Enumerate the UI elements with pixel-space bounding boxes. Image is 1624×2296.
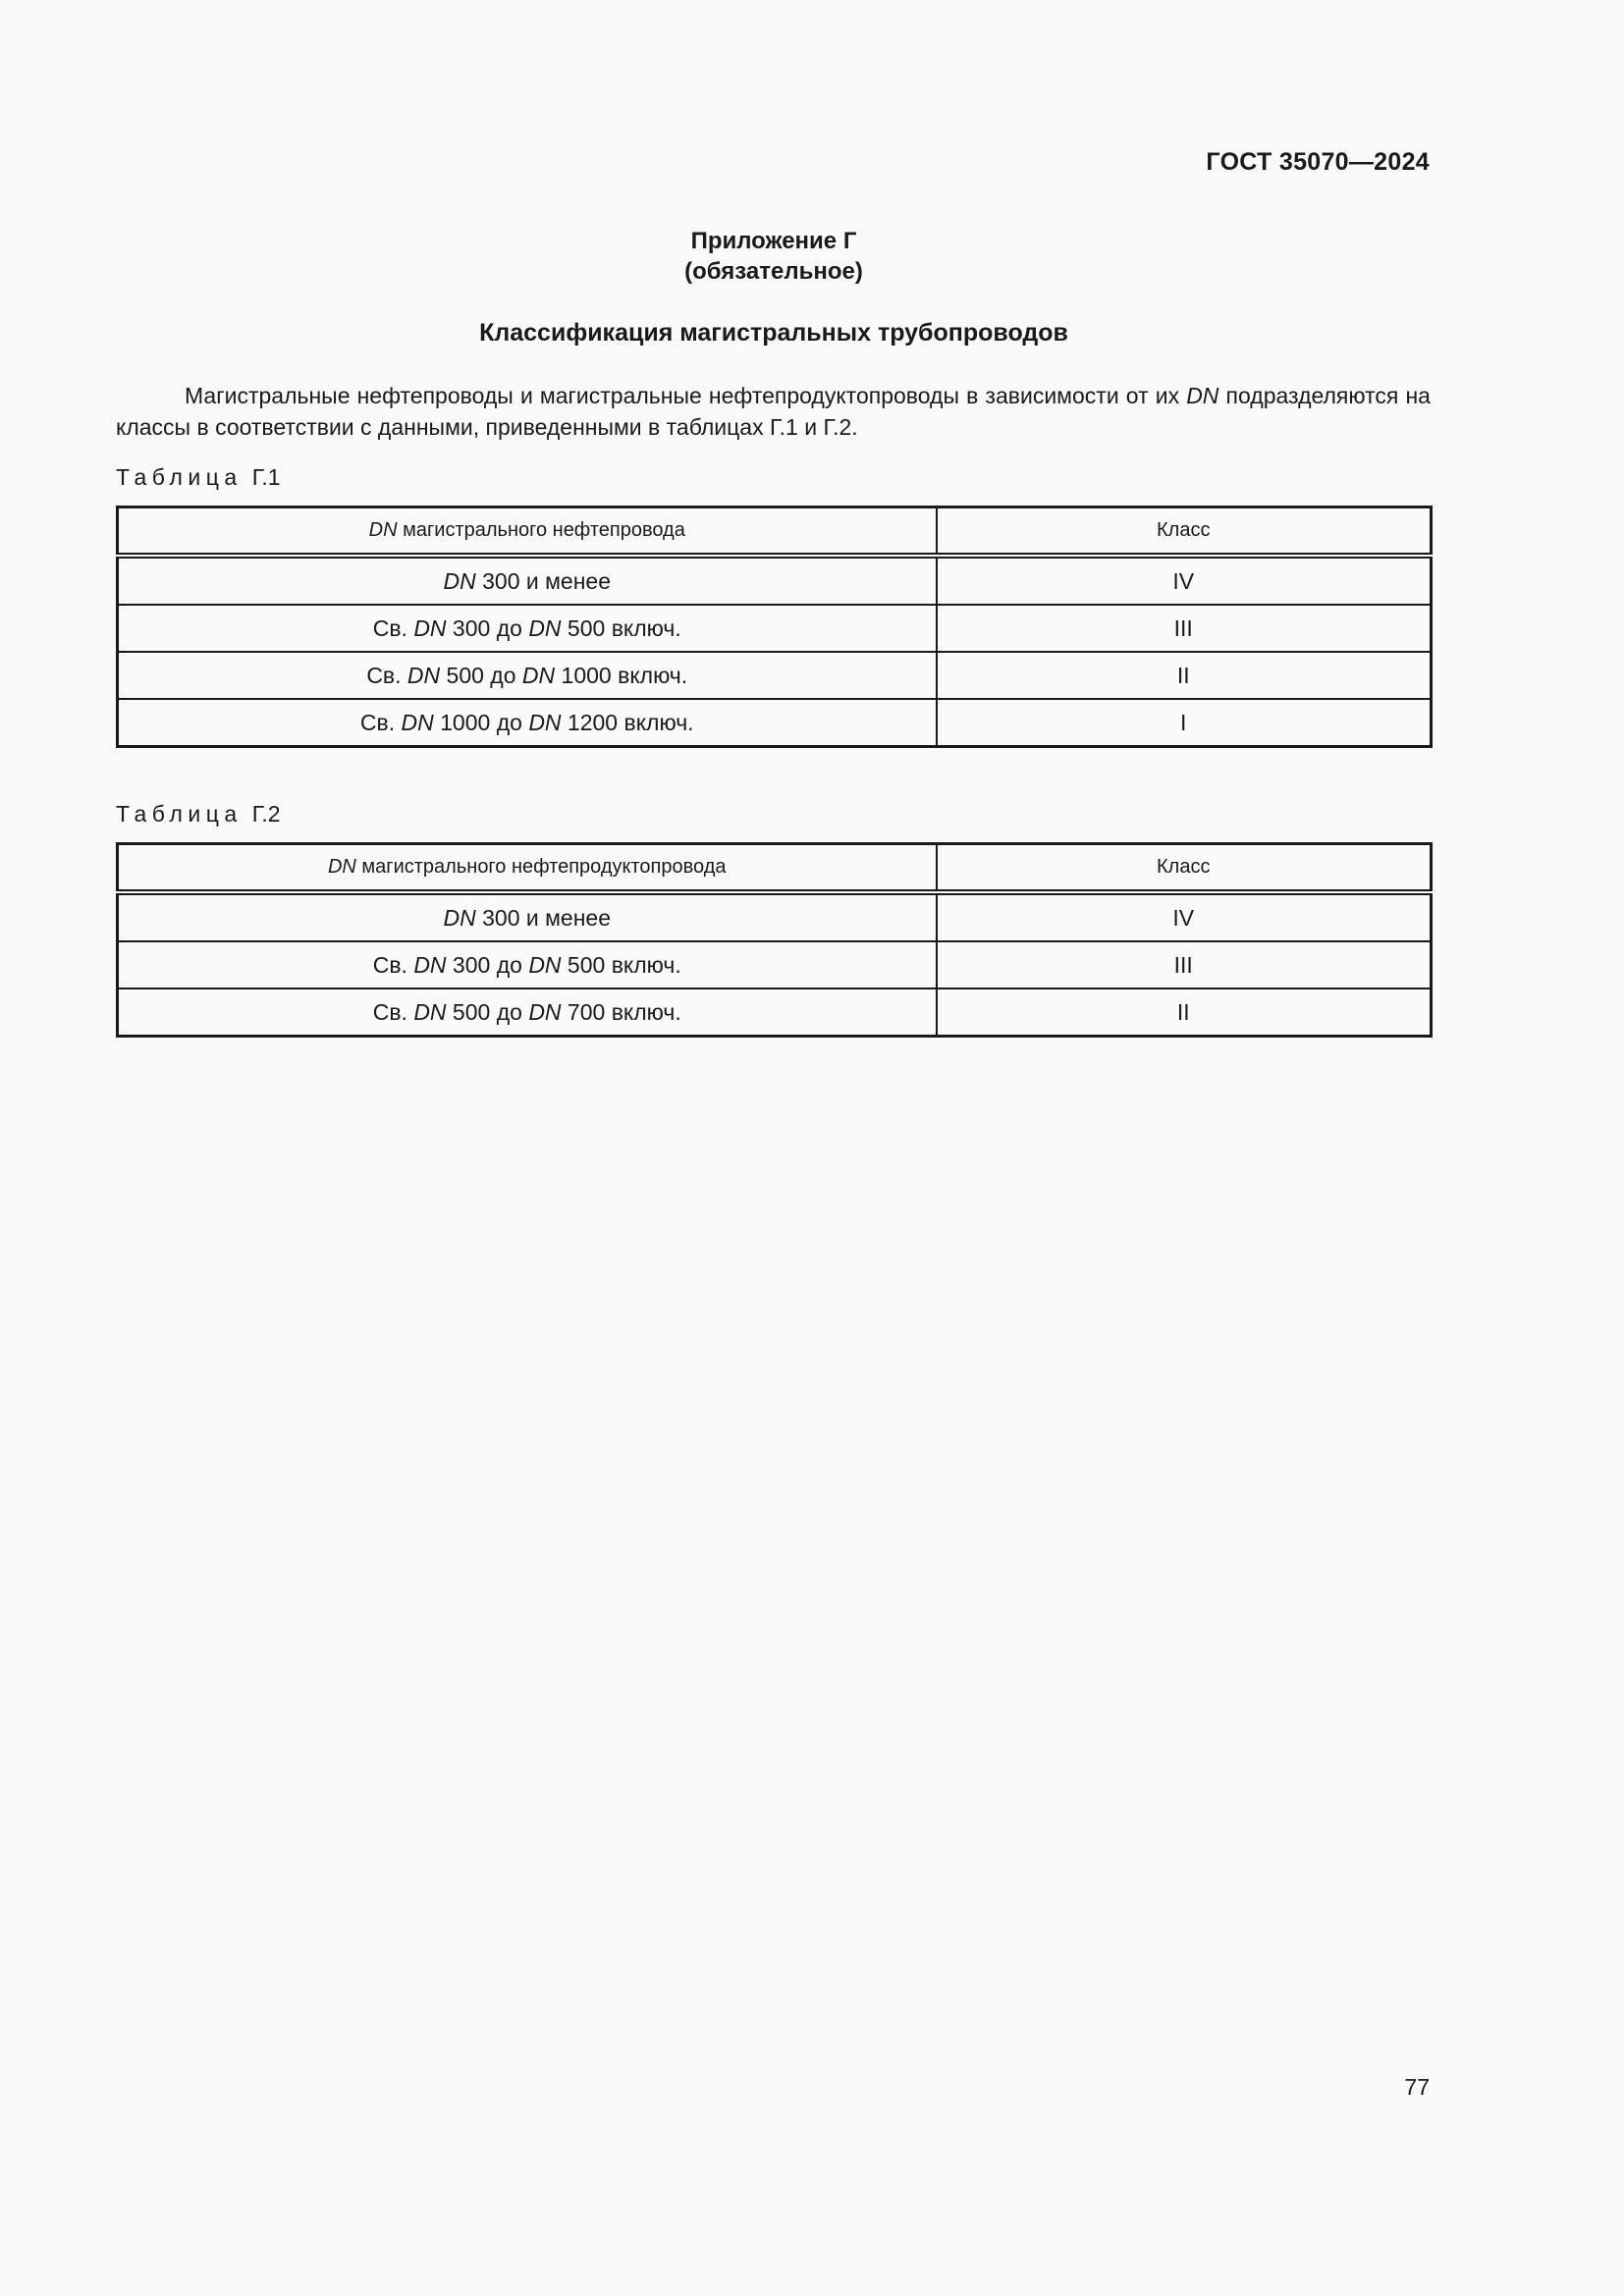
table-row <box>118 556 1432 605</box>
table-cell-class: II <box>937 652 1432 699</box>
section-title: Классификация магистральных трубопроводов <box>479 319 1068 347</box>
table2-header-dn: DN магистрального нефтепродуктопровода <box>118 844 937 893</box>
appendix-status: (обязательное) <box>684 258 863 285</box>
table-cell-class: III <box>937 941 1432 988</box>
table-cell-class: III <box>937 605 1432 652</box>
intro-text-start: Магистральные нефтепроводы и магистральные нефтепродуктопроводы в зависимости от их <box>185 383 1187 408</box>
table-cell-dn: DN 300 и менее <box>118 892 937 941</box>
table-cell-dn: Св. DN 1000 до DN 1200 включ. <box>118 699 937 747</box>
table-row <box>118 699 1432 747</box>
table-cell-dn: Св. DN 300 до DN 500 включ. <box>118 605 937 652</box>
document-code: ГОСТ 35070—2024 <box>1206 148 1430 176</box>
table1-header-dn: DN магистрального нефтепровода <box>118 507 937 557</box>
table-cell-dn: Св. DN 500 до DN 1000 включ. <box>118 652 937 699</box>
intro-dn: DN <box>1186 383 1219 408</box>
table2 <box>116 842 1433 1038</box>
intro-paragraph <box>116 380 1431 443</box>
intro-text-end: подразделяются на классы в соответствии с данными, приведенными в таблицах Г.1 и Г.2. <box>116 383 1431 440</box>
table-row <box>118 988 1432 1037</box>
table-cell-dn: Св. DN 500 до DN 700 включ. <box>118 988 937 1037</box>
appendix-title: Приложение Г <box>690 228 857 254</box>
table-cell-class: IV <box>937 556 1432 605</box>
table2-caption <box>116 801 281 828</box>
table-row <box>118 941 1432 988</box>
table-cell-class: IV <box>937 892 1432 941</box>
page-number: 77 <box>1404 2074 1430 2100</box>
table2-header-class: Класс <box>937 844 1432 893</box>
appendix-heading <box>0 226 1547 287</box>
table1-caption-word: Таблица <box>116 464 243 490</box>
table2-header-row <box>118 844 1432 893</box>
table-row <box>118 605 1432 652</box>
table1-caption <box>116 464 281 491</box>
table2-caption-number: Г.2 <box>251 801 281 827</box>
table-cell-class: II <box>937 988 1432 1037</box>
table-cell-class: I <box>937 699 1432 747</box>
table-row <box>118 652 1432 699</box>
table-cell-dn: DN 300 и менее <box>118 556 937 605</box>
table1-caption-number: Г.1 <box>251 464 281 490</box>
table-cell-dn: Св. DN 300 до DN 500 включ. <box>118 941 937 988</box>
table1 <box>116 506 1433 748</box>
table2-caption-word: Таблица <box>116 801 243 827</box>
table1-header-row <box>118 507 1432 557</box>
table1-header-class: Класс <box>937 507 1432 557</box>
table-row <box>118 892 1432 941</box>
